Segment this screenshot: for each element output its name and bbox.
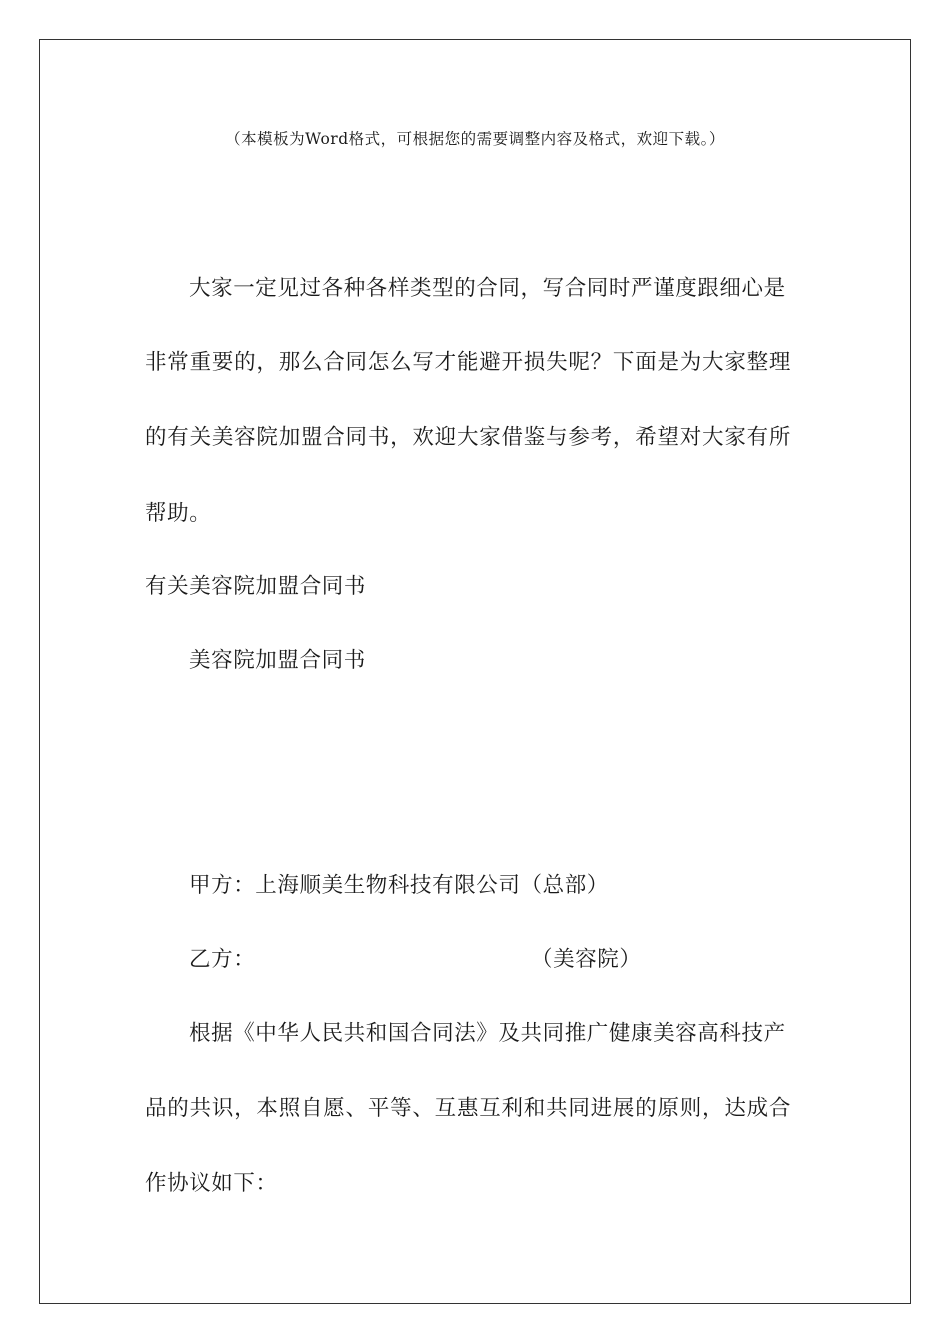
party-b-value: （美容院） [531,947,642,972]
template-note: （本模板为Word格式，可根据您的需要调整内容及格式，欢迎下载。） [225,130,725,148]
party-b-label: 乙方： [189,947,256,972]
intro-line-2: 非常重要的，那么合同怎么写才能避开损失呢？下面是为大家整理 [145,350,791,375]
intro-line-3: 的有关美容院加盟合同书，欢迎大家借鉴与参考，希望对大家有所 [145,425,791,450]
basis-line-1: 根据《中华人民共和国合同法》及共同推广健康美容高科技产 [189,1021,786,1046]
basis-line-3: 作协议如下： [145,1171,278,1196]
basis-line-2: 品的共识，本照自愿、平等、互惠互利和共同进展的原则，达成合 [145,1096,791,1121]
contract-title: 美容院加盟合同书 [189,648,366,673]
section-title: 有关美容院加盟合同书 [145,574,367,599]
party-a-line: 甲方：上海顺美生物科技有限公司（总部） [189,873,609,898]
intro-line-1: 大家一定见过各种各样类型的合同，写合同时严谨度跟细心是 [189,276,786,301]
intro-line-4: 帮助。 [145,501,212,526]
